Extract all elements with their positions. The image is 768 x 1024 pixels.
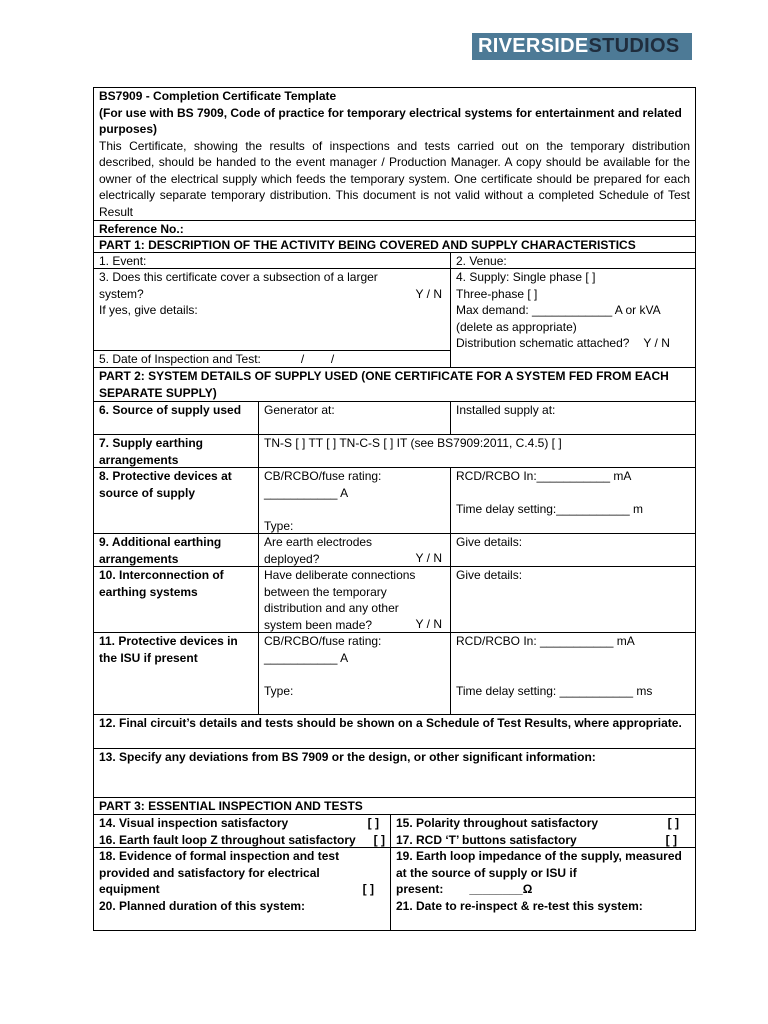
certificate-intro: This Certificate, showing the results of inspections and tests carried out on the temporary distribution described, should be handed to the event manager / Production Manager. A copy should be available for the owner of the electrical supply which feeds the temporary system. One certificate should be prepared for each electrically separate temporary distribution. This document is not valid without a completed Schedule of Test Result	[99, 138, 690, 219]
interconnection-details-field: Give details:	[450, 567, 695, 632]
deviations-field: 13. Specify any deviations from BS 7909 or the design, or other significant information:	[99, 750, 596, 764]
supply-characteristics: 4. Supply: Single phase [ ] Three-phase [ ] Max demand: ____________ A or kVA (delete as appropriate) Distribution schematic attached? Y / N	[450, 269, 695, 367]
earthing-options: TN-S [ ] TT [ ] TN-C-S [ ] IT (see BS7909:2011, C.4.5) [ ]	[258, 435, 695, 467]
part3-heading: PART 3: ESSENTIAL INSPECTION AND TESTS	[99, 799, 363, 813]
earth-fault-loop-check: 16. Earth fault loop Z throughout satisfactory [ ]	[99, 832, 385, 847]
visual-inspection-check: 14. Visual inspection satisfactory [ ]	[99, 816, 379, 830]
venue-field: 2. Venue:	[450, 253, 695, 268]
part2-heading: PART 2: SYSTEM DETAILS OF SUPPLY USED (ONE CERTIFICATE FOR A SYSTEM FED FROM EACH SEPARATE SUPPLY)	[99, 369, 669, 400]
isu-fuse-rating: CB/RCBO/fuse rating: ___________ A Type:	[258, 633, 450, 714]
supply-source-label: 6. Source of supply used	[99, 403, 242, 417]
certificate-title: BS7909 - Completion Certificate Template	[99, 89, 337, 103]
formal-inspection-evidence: 18. Evidence of formal inspection and test provided and satisfactory for electrical equipment	[99, 849, 340, 896]
inspection-date-field: 5. Date of Inspection and Test: / /	[94, 350, 450, 367]
deliberate-connections-question: Have deliberate connections between the temporary distribution and any other system been made? Y / N	[258, 567, 450, 632]
generator-field: Generator at:	[258, 402, 450, 434]
isu-rcd-settings: RCD/RCBO In: ___________ mA Time delay setting: ___________ ms	[450, 633, 695, 714]
certificate-subtitle: (For use with BS 7909, Code of practice for temporary electrical systems for entertainment and related purposes)	[99, 105, 682, 136]
source-protective-devices-label: 8. Protective devices at source of supply	[99, 469, 232, 500]
earthing-details-field: Give details:	[450, 534, 695, 566]
subsection-question: 3. Does this certificate cover a subsection of a larger system? Y / N If yes, give details:	[99, 270, 442, 317]
source-fuse-rating: CB/RCBO/fuse rating: ___________ A Type:	[258, 468, 450, 533]
isu-protective-devices-label: 11. Protective devices in the ISU if present	[99, 634, 238, 665]
polarity-check: 15. Polarity throughout satisfactory [ ]	[396, 816, 679, 830]
completion-certificate: BS7909 - Completion Certificate Template (For use with BS 7909, Code of practice for temporary electrical systems for entertainment and related purposes) This Certificate, showing the results of inspections and tests carried out on the temporary distribution described, should be handed to the event manager / Production Manager. A copy should be available for the owner of the electrical supply which feeds the temporary system. One certificate should be prepared for each electrically separate temporary distribution. This document is not valid without a completed Schedule of Test Result Reference No.: PART 1: DESCRIPTION OF THE ACTIVITY BEING COVERED AND SUPPLY CHARACTERISTICS 1. Event: 2. Venue: 3. Does this certificate cover a subsection of a larger system? Y / N If yes, give details: 5. Date of Inspection and Test: / / 4. Supply: Single phase [ ] Three-phase [ ] Max demand: ____________ A or kVA (delete as appropriate) Distribution schematic attached? Y / N PART 2: SYSTEM DETAILS OF SUPPLY USED (ONE CERTIFICATE FOR A SYSTEM FED FROM EACH SEPARATE SUPPLY) 6. Source of supply used Generator at: Installed supply at: 7. Supply earthing arrangements TN-S [ ] TT [ ] TN-C-S [ ] IT (see BS7909:2011, C.4.5) [ ] 8. Protective devices at source of supply CB/RCBO/fuse rating: ___________ A Type: RCD/RCBO In:___________ mA Time delay setting:___________ m 9. Additional earthing arrangements Are earth electrodes deployed? Y / N Give details: 10. Interconnection of earthing systems Have deliberate connections between the temporary distribution and any other system been made? Y / N Give details: 11. Protective devices in the ISU if present CB/RCBO/fuse rating: ___________ A Type: RCD/RCBO In: ___________ mA Time delay setting: ___________ ms 12. Final circuit’s details and tests should be shown on a Schedule of Test Results, where appropriate. 13. Specify any deviations from BS 7909 or the design, or other significant information: PART 3: ESSENTIAL INSPECTION AND TESTS 14. Visual inspection satisfactory [ ] 16. Earth fault loop Z throughout satisfactory [ ] 15. Polarity throughout satisfactory [ ] 17. RCD ‘T’ buttons satisfactory [ ] 18. Evidence of formal inspection and test provided and satisfactory for electrical equipment [ ] 20. Planned duration of this system: 19. Earth loop impedance of the supply, measured at the source of supply or ISU if present: ________Ω 21. Date to re-inspect & re-test this system:	[93, 87, 696, 931]
earth-electrodes-question: Are earth electrodes deployed? Y / N	[258, 534, 450, 566]
earthing-arrangements-label: 7. Supply earthing arrangements	[99, 436, 204, 467]
event-field: 1. Event:	[99, 254, 147, 268]
final-circuit-note: 12. Final circuit’s details and tests should be shown on a Schedule of Test Results, where appropriate.	[99, 716, 682, 730]
riverside-studios-logo: RIVERSIDE STUDIOS	[472, 33, 692, 60]
reference-number: Reference No.:	[99, 222, 184, 236]
earth-loop-impedance: 19. Earth loop impedance of the supply, measured at the source of supply or ISU if present: ________Ω	[396, 849, 682, 896]
reinspect-date-field: 21. Date to re-inspect & re-test this system:	[396, 898, 643, 913]
certificate-header	[94, 88, 695, 220]
planned-duration-field: 20. Planned duration of this system:	[99, 898, 306, 913]
rcd-buttons-check: 17. RCD ‘T’ buttons satisfactory [ ]	[396, 832, 677, 847]
interconnection-label: 10. Interconnection of earthing systems	[99, 568, 224, 599]
part1-heading: PART 1: DESCRIPTION OF THE ACTIVITY BEING COVERED AND SUPPLY CHARACTERISTICS	[99, 238, 636, 252]
installed-supply-field: Installed supply at:	[450, 402, 695, 434]
additional-earthing-label: 9. Additional earthing arrangements	[99, 535, 222, 566]
source-rcd-settings: RCD/RCBO In:___________ mA Time delay setting:___________ m	[450, 468, 695, 533]
